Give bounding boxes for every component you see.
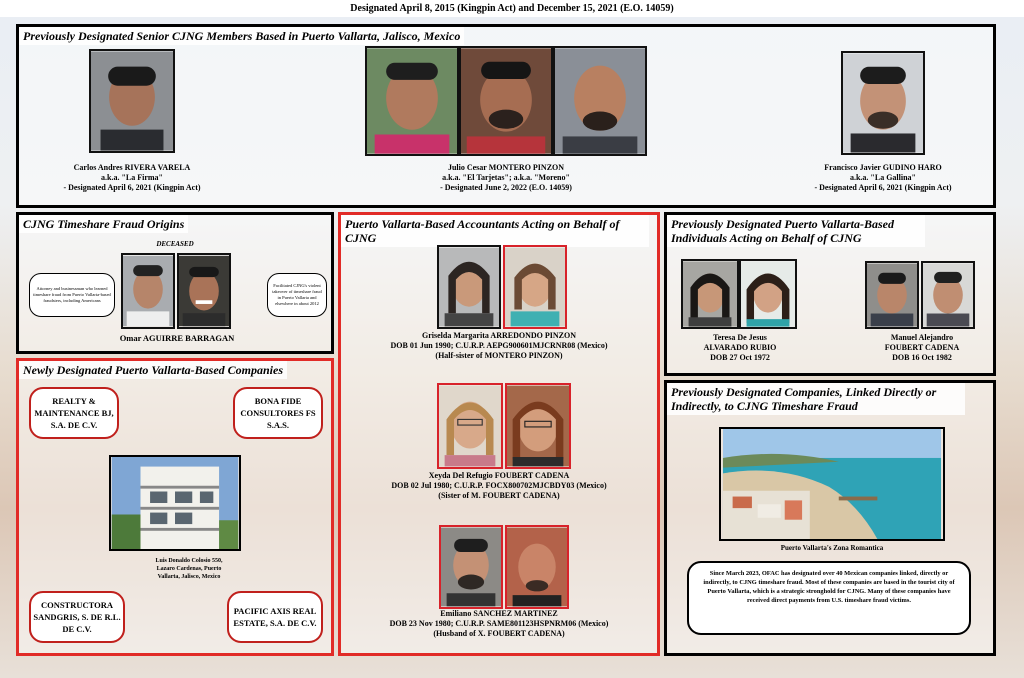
caption-montero-pinzon: Julio Cesar MONTERO PINZON a.k.a. "El Tarjetas"; a.k.a. "Moreno" - Designated June 2, 2022 (E.O. 14059) [440, 163, 572, 192]
portrait-sanchez-martinez-1 [439, 525, 503, 609]
note-facilitated: Facilitated CJNG's violent takeover of timeshare fraud in Puerto Vallarta and elsewhere in about 2012 [267, 273, 327, 317]
fraud-origins-panel [16, 212, 334, 354]
building-address: Luis Donaldo Colosio 550, Lazaro Cardenas, Puerto Vallarta, Jalisco, Mexico [155, 558, 223, 580]
portrait-sanchez-martinez-2 [505, 525, 569, 609]
portrait-foubert-cadena-x-2 [505, 383, 571, 469]
origins-panel-title: CJNG Timeshare Fraud Origins [19, 215, 188, 233]
note-attorney: Attorney and businessman who learned timeshare fraud from Puerto Vallarta-based fraudsters, including Americans [29, 273, 115, 317]
zona-romantica-caption: Puerto Vallarta's Zona Romantica [780, 544, 884, 552]
portrait-foubert-cadena-m-1 [865, 261, 919, 329]
individuals-panel [664, 212, 996, 376]
portrait-aguirre-barragan-2 [177, 253, 231, 329]
portrait-arredondo-pinzon-2 [503, 245, 567, 329]
caption-foubert-cadena-m: Manuel Alejandro FOUBERT CADENA DOB 16 Oct 1982 [884, 333, 960, 362]
portrait-montero-pinzon-3 [553, 46, 647, 156]
company-bona-fide: BONA FIDE CONSULTORES FS S.A.S. [233, 387, 323, 439]
caption-aguirre-barragan: Omar AGUIRRE BARRAGAN [119, 333, 235, 343]
company-realty-maintenance: REALTY & MAINTENANCE BJ, S.A. DE C.V. [29, 387, 119, 439]
senior-members-panel [16, 24, 996, 208]
caption-foubert-cadena-x: Xeyda Del Refugio FOUBERT CADENA DOB 02 Jul 1980; C.U.R.P. FOCX800702MJCBDY03 (Mexico) (Sister of M. FOUBERT CADENA) [391, 471, 607, 500]
portrait-arredondo-pinzon-1 [437, 245, 501, 329]
caption-arredondo-pinzon: Griselda Margarita ARREDONDO PINZON DOB 01 Jun 1990; C.U.R.P. AEPG900601MJCRNR08 (Mexico) (Half-sister of MONTERO PINZON) [390, 331, 608, 360]
caption-alvarado-rubio: Teresa De Jesus ALVARADO RUBIO DOB 27 Oct 1972 [703, 333, 777, 362]
ofac-summary-text: Since March 2023, OFAC has designated over 40 Mexican companies linked, directly or indirectly, to CJNG timeshare fraud. Most of these companies are based in the tourist city of Puerto Vallarta, which is a strategic stronghold for CJNG. Many of these companies have received direct payments from U.S. timeshare fraud victims. [687, 561, 971, 635]
header-title: Designated April 8, 2015 (Kingpin Act) and December 15, 2021 (E.O. 14059) [0, 0, 1024, 17]
accountants-panel [338, 212, 660, 656]
linked-companies-panel [664, 380, 996, 656]
deceased-label: DECEASED [156, 240, 194, 248]
portrait-rivera-varela [89, 49, 175, 153]
portrait-aguirre-barragan-1 [121, 253, 175, 329]
portrait-foubert-cadena-m-2 [921, 261, 975, 329]
senior-panel-title: Previously Designated Senior CJNG Members Based in Puerto Vallarta, Jalisco, Mexico [19, 27, 464, 45]
building-photo [109, 455, 241, 551]
caption-rivera-varela: Carlos Andres RIVERA VARELA a.k.a. "La Firma" - Designated April 6, 2021 (Kingpin Act) [63, 163, 201, 192]
new-companies-title: Newly Designated Puerto Vallarta-Based Companies [19, 361, 287, 379]
caption-sanchez-martinez: Emiliano SANCHEZ MARTINEZ DOB 23 Nov 1980; C.U.R.P. SAME801123HSPNRM06 (Mexico) (Husband of X. FOUBERT CADENA) [389, 609, 609, 638]
zona-romantica-photo [719, 427, 945, 541]
accountants-panel-title: Puerto Vallarta-Based Accountants Acting on Behalf of CJNG [341, 215, 649, 247]
linked-panel-title: Previously Designated Companies, Linked Directly or Indirectly, to CJNG Timeshare Fraud [667, 383, 965, 415]
new-companies-panel [16, 358, 334, 656]
caption-gudino-haro: Francisco Javier GUDINO HARO a.k.a. "La Gallina" - Designated April 6, 2021 (Kingpin Act) [814, 163, 952, 192]
company-constructora-sandgris: CONSTRUCTORA SANDGRIS, S. DE R.L. DE C.V. [29, 591, 125, 643]
portrait-montero-pinzon-1 [365, 46, 459, 156]
portrait-alvarado-rubio-1 [681, 259, 739, 329]
portrait-foubert-cadena-x-1 [437, 383, 503, 469]
portrait-gudino-haro [841, 51, 925, 155]
individuals-panel-title: Previously Designated Puerto Vallarta-Based Individuals Acting on Behalf of CJNG [667, 215, 925, 247]
portrait-montero-pinzon-2 [459, 46, 553, 156]
company-pacific-axis: PACIFIC AXIS REAL ESTATE, S.A. DE C.V. [227, 591, 323, 643]
portrait-alvarado-rubio-2 [739, 259, 797, 329]
